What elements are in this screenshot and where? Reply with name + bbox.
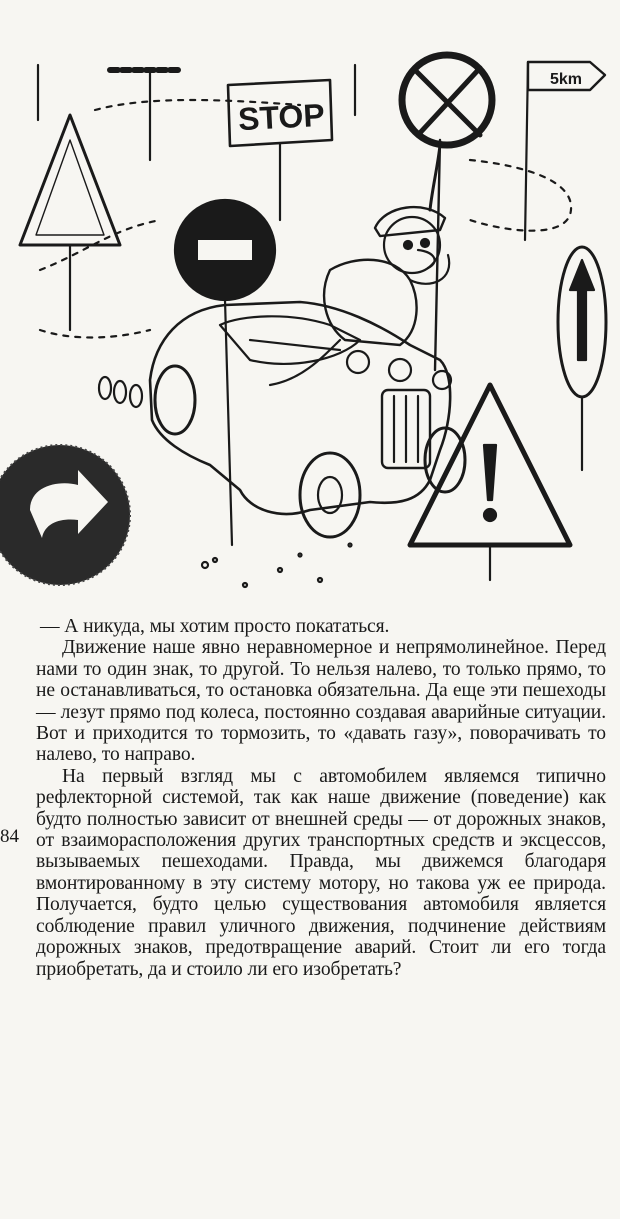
- paragraph-movement: Движение наше явно неравномерное и непрямолинейное. Перед нами то один знак, то другой. То нельзя налево, то только прямо, то не останавливаться, то остановка обязательна. Да еще эти пешеходы — лезут прямо под колеса, постоянно создавая аварийные ситуации. Вот и приходится то тормозить, то «давать газу», поворачивать то налево, то направо.: [36, 637, 606, 766]
- distance-sign-text: 5km: [549, 71, 583, 88]
- pebble: [278, 568, 282, 572]
- sign-pole: [525, 62, 528, 240]
- car-wheel: [155, 366, 195, 434]
- driver-cap: [375, 207, 445, 236]
- paragraph-dialogue: — А никуда, мы хотим просто покататься.: [40, 616, 390, 637]
- car-headlight: [389, 359, 411, 381]
- driver-arm: [410, 255, 449, 284]
- driver-eye: [404, 241, 412, 249]
- no-entry-bar: [198, 240, 252, 260]
- right-turn-sign-icon: [0, 445, 130, 585]
- arrow-up-icon: [570, 260, 594, 360]
- pebble: [349, 544, 352, 547]
- pebble: [243, 583, 247, 587]
- exclamation-dot: [484, 509, 496, 521]
- motion-mark: [99, 377, 111, 399]
- car-headlight: [347, 351, 369, 373]
- road-dotted-line: [470, 160, 571, 231]
- warning-triangle-icon: [20, 115, 120, 245]
- exclamation-mark-icon: [484, 445, 496, 500]
- cartoon-illustration: [0, 40, 620, 610]
- car-strap: [250, 340, 340, 350]
- page-number: 84: [0, 826, 19, 847]
- motion-mark: [114, 381, 126, 403]
- pebble: [202, 562, 208, 568]
- warning-triangle-inner: [36, 140, 104, 235]
- pebble: [318, 578, 322, 582]
- driver-eye: [421, 239, 429, 247]
- body-text: [36, 616, 606, 980]
- paragraph-reflex-system: На первый взгляд мы с автомобилем являемся типично рефлекторной системой, так как наше движение (поведение) как будто полностью зависит от внешней среды — от дорожных знаков, от взаиморасположения других транспортных средств и эксцессов, вызываемых пешеходами. Правда, мы движемся благодаря вмонтированному в эту систему мотору, но такова уж ее природа. Получается, будто целью существования автомобиля является соблюдение правил уличного движения, подчинение действиям дорожных знаков, предотвращение аварий. Стоит ли его тогда приобретать, да и стоило ли его изобретать?: [36, 765, 606, 980]
- road-dotted-line: [40, 330, 150, 338]
- pebble: [213, 558, 217, 562]
- driver-nose: [418, 250, 435, 268]
- motion-mark: [130, 385, 142, 407]
- stop-sign-text: STOP: [237, 96, 326, 138]
- illustration-svg: [0, 40, 620, 610]
- car-wheel: [300, 453, 360, 537]
- pebble: [299, 554, 302, 557]
